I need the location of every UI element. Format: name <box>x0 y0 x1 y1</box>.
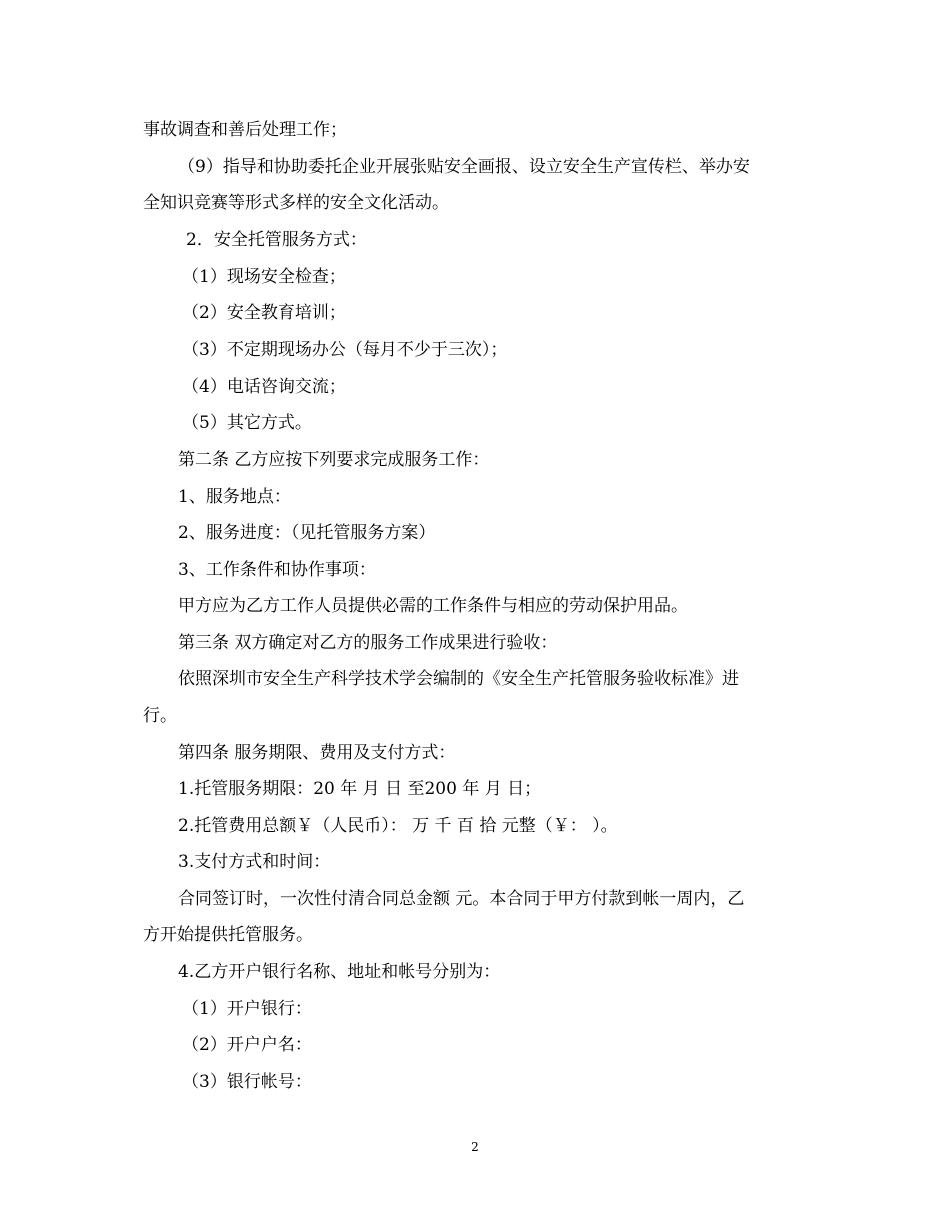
text-line: 合同签订时，一次性付清合同总金额 元。本合同于甲方付款到帐一周内，乙 <box>178 889 745 909</box>
section-heading: 2．安全托管服务方式： <box>186 230 367 250</box>
list-item: （1）开户银行： <box>182 999 312 1019</box>
text-line: 行。 <box>143 706 177 726</box>
list-item: （3）不定期现场办公（每月不少于三次）； <box>182 340 508 360</box>
list-item: （3）银行帐号： <box>182 1072 312 1092</box>
list-item: （2）安全教育培训； <box>182 303 346 323</box>
text-line: 全知识竞赛等形式多样的安全文化活动。 <box>143 193 449 213</box>
list-item: （4）电话咨询交流； <box>182 377 346 397</box>
article-heading: 第四条 服务期限、费用及支付方式： <box>178 743 456 763</box>
list-item: （2）开户户名： <box>182 1035 312 1055</box>
list-item: （5）其它方式。 <box>182 413 312 433</box>
list-item: 1、服务地点： <box>178 487 291 507</box>
list-item: 2.托管费用总额￥（人民币）： 万 千 百 拾 元整（￥： ）。 <box>178 816 618 836</box>
text-line: 方开始提供托管服务。 <box>143 925 313 945</box>
page-number: 2 <box>471 1140 479 1154</box>
article-heading: 第二条 乙方应按下列要求完成服务工作： <box>178 450 490 470</box>
text-line: （9）指导和协助委托企业开展张贴安全画报、设立安全生产宣传栏、举办安 <box>178 157 750 177</box>
list-item: 1.托管服务期限：20 年 月 日 至200 年 月 日； <box>178 779 542 799</box>
text-line: 事故调查和善后处理工作； <box>143 120 347 140</box>
text-line: 甲方应为乙方工作人员提供必需的工作条件与相应的劳动保护用品。 <box>178 596 688 616</box>
text-line: 依照深圳市安全生产科学技术学会编制的《安全生产托管服务验收标准》进 <box>178 669 739 689</box>
list-item: 4.乙方开户银行名称、地址和帐号分别为： <box>178 962 501 982</box>
list-item: （1）现场安全检查； <box>182 267 346 287</box>
list-item: 2、服务进度：（见托管服务方案） <box>178 523 436 543</box>
article-heading: 第三条 双方确定对乙方的服务工作成果进行验收： <box>178 633 558 653</box>
list-item: 3.支付方式和时间： <box>178 852 331 872</box>
list-item: 3、工作条件和协作事项： <box>178 560 376 580</box>
